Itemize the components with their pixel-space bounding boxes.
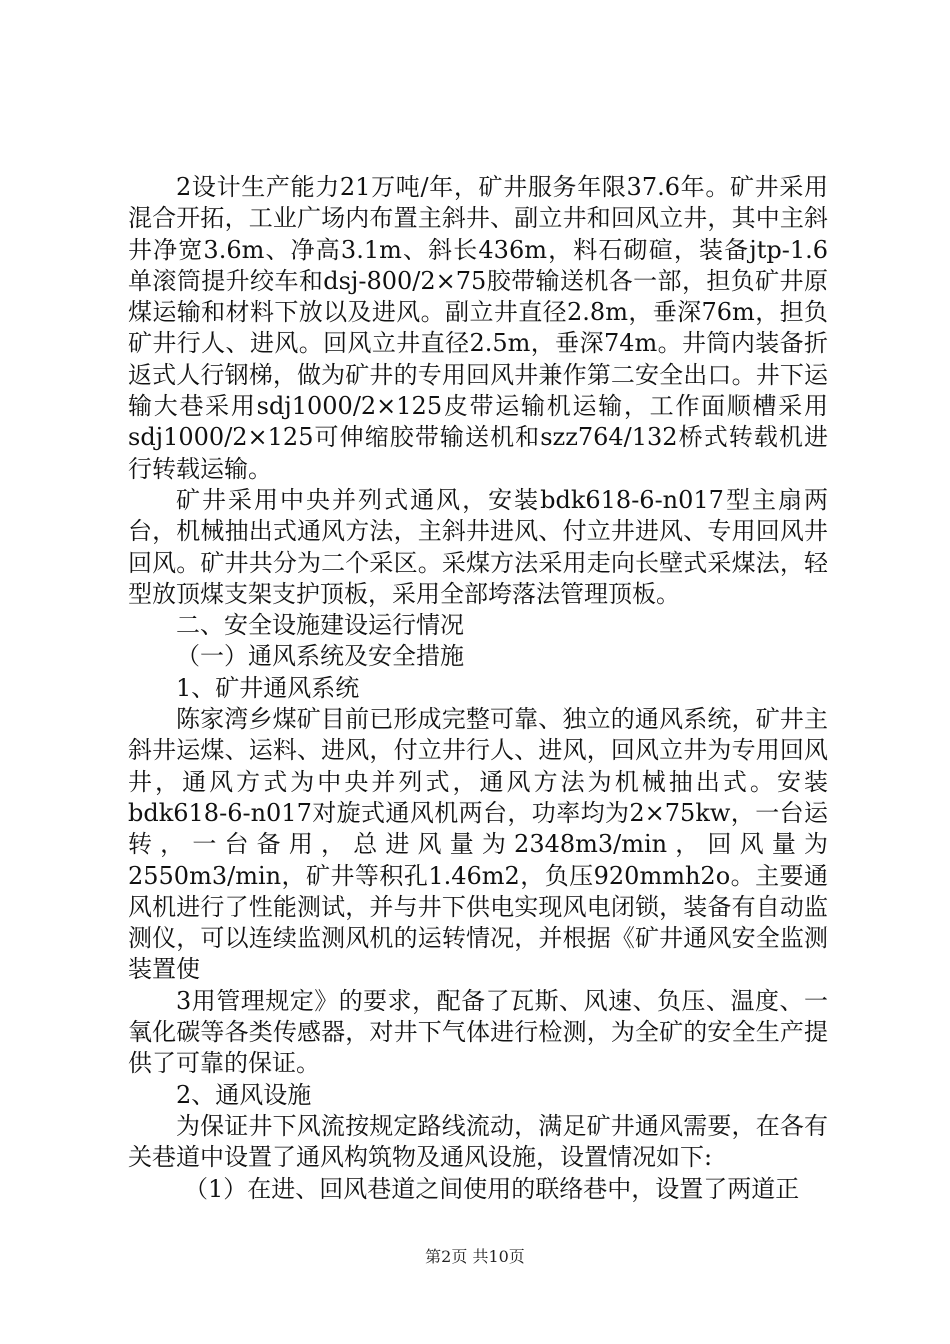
document-body: [128, 172, 828, 1205]
section-heading-safety-facilities: 二、安全设施建设运行情况: [176, 611, 464, 640]
paragraph-ventilation-mining-method: 矿井采用中央并列式通风，安装bdk618-6-n017型主扇两台，机械抽出式通风方法，主斜井进风、付立井进风、专用回风井回风。矿井共分为二个采区。采煤方法采用走向长壁式采煤法，轻型放顶煤支架支护顶板，采用全部垮落法管理顶板。: [128, 485, 828, 608]
subsection-heading-ventilation: （一）通风系统及安全措施: [176, 642, 464, 671]
paragraph-list-item-1: （1）在进、回风巷道之间使用的联络巷中，设置了两道正: [184, 1174, 800, 1203]
paragraph-mine-overview: 2设计生产能力21万吨/年，矿井服务年限37.6年。矿井采用混合开拓，工业广场内布置主斜井、副立井和回风立井，其中主斜井净宽3.6m、净高3.1m、斜长436m，料石砌碹，装备jtp-1.6单滚筒提升绞车和dsj-800/2×75胶带输送机各一部，担负矿井原煤运输和材料下放以及进风。副立井直径2.8m，垂深76m，担负矿井行人、进风。回风立井直径2.5m，垂深74m。井筒内装备折返式人行钢梯，做为矿井的专用回风井兼作第二安全出口。井下运输大巷采用sdj1000/2×125皮带运输机运输，工作面顺槽采用sdj1000/2×125可伸缩胶带输送机和szz764/132桥式转载机进行转载运输。: [128, 173, 828, 483]
paragraph-ventilation-system-detail: 陈家湾乡煤矿目前已形成完整可靠、独立的通风系统，矿井主斜井运煤、运料、进风，付立井行人、进风，回风立井为专用回风井，通风方式为中央并列式，通风方法为机械抽出式。安装bdk618-6-n017对旋式通风机两台，功率均为2×75kw，一台运转，一台备用，总进风量为2348m3/min，回风量为2550m3/min，矿井等积孔1.46m2，负压920mmh2o。主要通风机进行了性能测试，并与井下供电实现风电闭锁，装备有自动监测仪，可以连续监测风机的运转情况，并根据《矿井通风安全监测装置使: [128, 705, 828, 984]
paragraph-sensors: 3用管理规定》的要求，配备了瓦斯、风速、负压、温度、一氧化碳等各类传感器，对井下气体进行检测，为全矿的安全生产提供了可靠的保证。: [128, 986, 828, 1078]
page-number-footer: 第2页 共10页: [425, 1247, 525, 1266]
item-heading-mine-ventilation-system: 1、矿井通风系统: [176, 673, 360, 702]
paragraph-ventilation-structures: 为保证井下风流按规定路线流动，满足矿井通风需要，在各有关巷道中设置了通风构筑物及通风设施，设置情况如下:: [128, 1111, 828, 1172]
item-heading-ventilation-facilities: 2、通风设施: [176, 1080, 312, 1109]
